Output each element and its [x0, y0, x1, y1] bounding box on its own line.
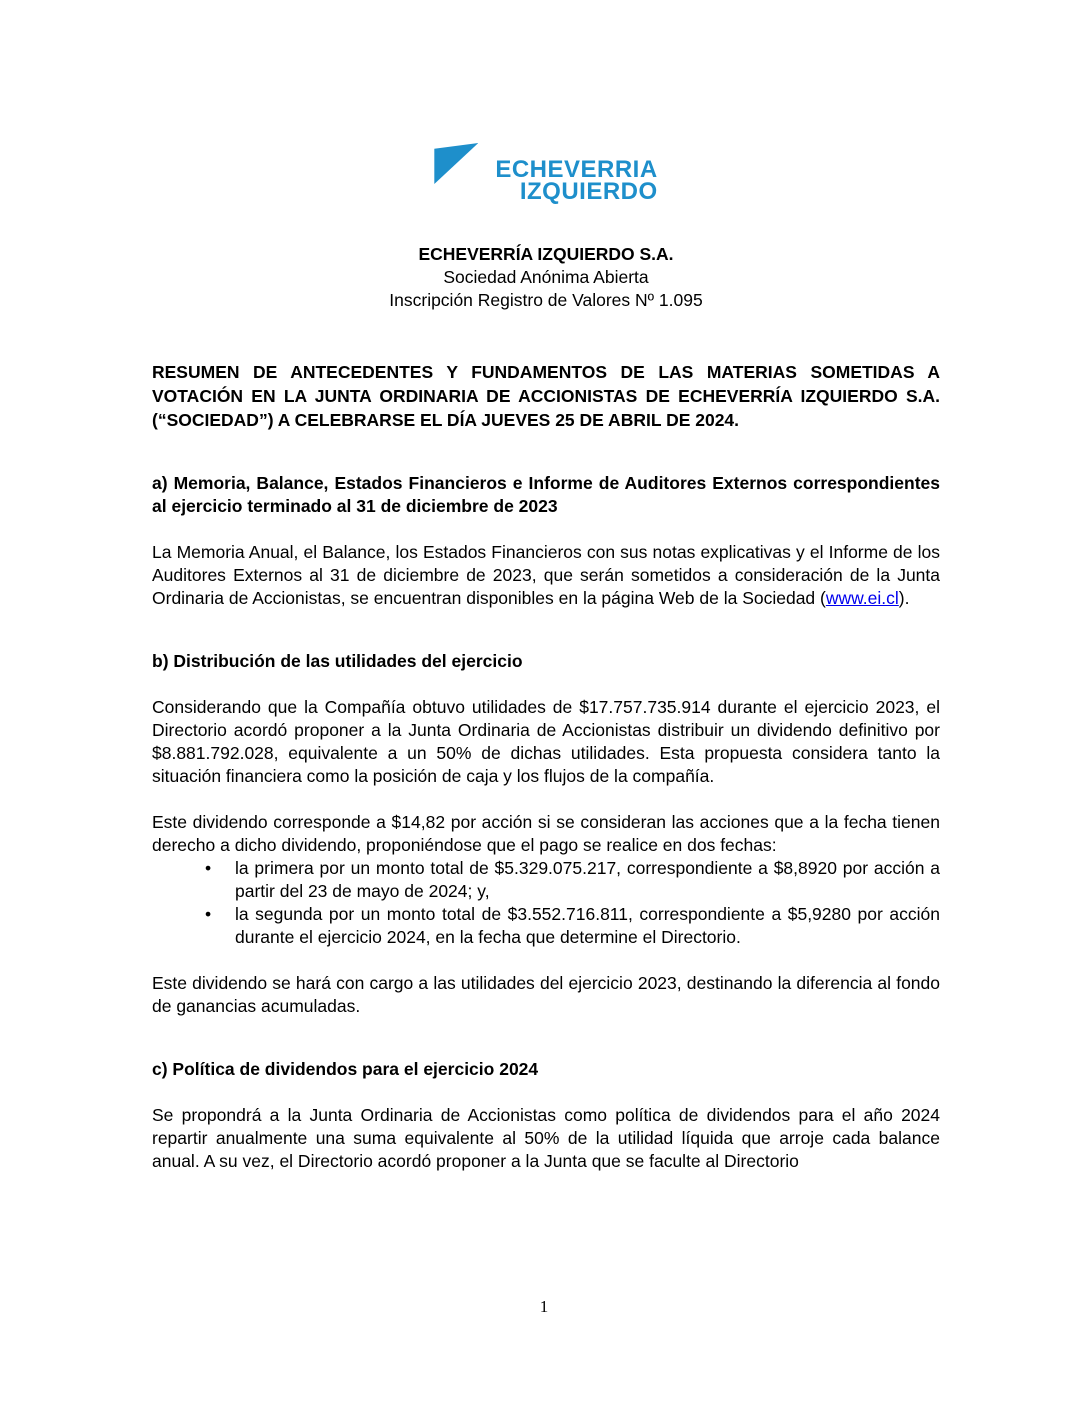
company-subtitle: Sociedad Anónima Abierta: [443, 267, 649, 287]
registry-line: Inscripción Registro de Valores Nº 1.095: [389, 290, 703, 310]
page-number: 1: [539, 1297, 549, 1316]
list-item: [152, 857, 940, 903]
company-logo: [152, 143, 940, 203]
section-b-paragraph-2: Este dividendo corresponde a $14,82 por acción si se consideran las acciones que a la fecha tienen derecho a dicho dividendo, proponiéndose que el pago se realice en dos fechas:: [152, 812, 940, 855]
section-a-text-before-link: La Memoria Anual, el Balance, los Estados Financieros con sus notas explicativas y el Informe de los Auditores Externos al 31 de diciembre de 2023, que serán sometidos a consideración de la Junta Ordinaria de Accionistas, se encuentran disponibles en la página Web de la Sociedad (: [152, 542, 940, 608]
section-c-paragraph-1: Se propondrá a la Junta Ordinaria de Accionistas como política de dividendos para el año 2024 repartir anualmente una suma equivalente al 50% de la utilidad líquida que arroje cada balance anual. A su vez, el Directorio acordó proponer a la Junta que se faculte al Directorio: [152, 1105, 940, 1171]
section-b-paragraph-1: Considerando que la Compañía obtuvo utilidades de $17.757.735.914 durante el ejercicio 2023, el Directorio acordó proponer a la Junta Ordinaria de Accionistas distribuir un dividendo definitivo por $8.881.792.028, equivalente a un 50% de dichas utilidades. Esta propuesta considera tanto la situación financiera como la posición de caja y los flujos de la compañía.: [152, 697, 940, 786]
website-link[interactable]: www.ei.cl: [825, 588, 899, 608]
section-a-heading: a) Memoria, Balance, Estados Financieros e Informe de Auditores Externos correspondientes al ejercicio terminado al 31 de diciembre de 2023: [152, 473, 940, 516]
document-title: RESUMEN DE ANTECEDENTES Y FUNDAMENTOS DE LAS MATERIAS SOMETIDAS A VOTACIÓN EN LA JUNTA ORDINARIA DE ACCIONISTAS DE ECHEVERRÍA IZQUIERDO S.A. (“SOCIEDAD”) A CELEBRARSE EL DÍA JUEVES 25 DE ABRIL DE 2024.: [152, 362, 940, 430]
section-c-heading: c) Política de dividendos para el ejercicio 2024: [152, 1059, 539, 1079]
logo-triangle-icon: [434, 143, 478, 184]
list-item-text: la segunda por un monto total de $3.552.716.811, correspondiente a $5,9280 por acción durante el ejercicio 2024, en la fecha que determine el Directorio.: [235, 904, 940, 947]
list-item: [152, 903, 940, 949]
logo-wordmark: [495, 156, 658, 205]
section-b-heading: b) Distribución de las utilidades del ejercicio: [152, 651, 523, 671]
company-name: ECHEVERRÍA IZQUIERDO S.A.: [418, 244, 674, 264]
dividend-payment-list: [152, 857, 940, 949]
section-a-text-after-link: ).: [898, 588, 910, 608]
document-header: [152, 243, 940, 312]
bullet-icon: •: [205, 904, 212, 924]
logo-wordmark-line2: IZQUIERDO: [519, 178, 658, 205]
section-a-paragraph: [152, 541, 940, 610]
logo-wordmark-line1: ECHEVERRIA: [495, 156, 658, 183]
list-item-text: la primera por un monto total de $5.329.075.217, correspondiente a $8,8920 por acción a partir del 23 de mayo de 2024; y,: [235, 858, 940, 901]
section-b-paragraph-3: Este dividendo se hará con cargo a las utilidades del ejercicio 2023, destinando la diferencia al fondo de ganancias acumuladas.: [152, 973, 940, 1016]
bullet-icon: •: [205, 858, 212, 878]
